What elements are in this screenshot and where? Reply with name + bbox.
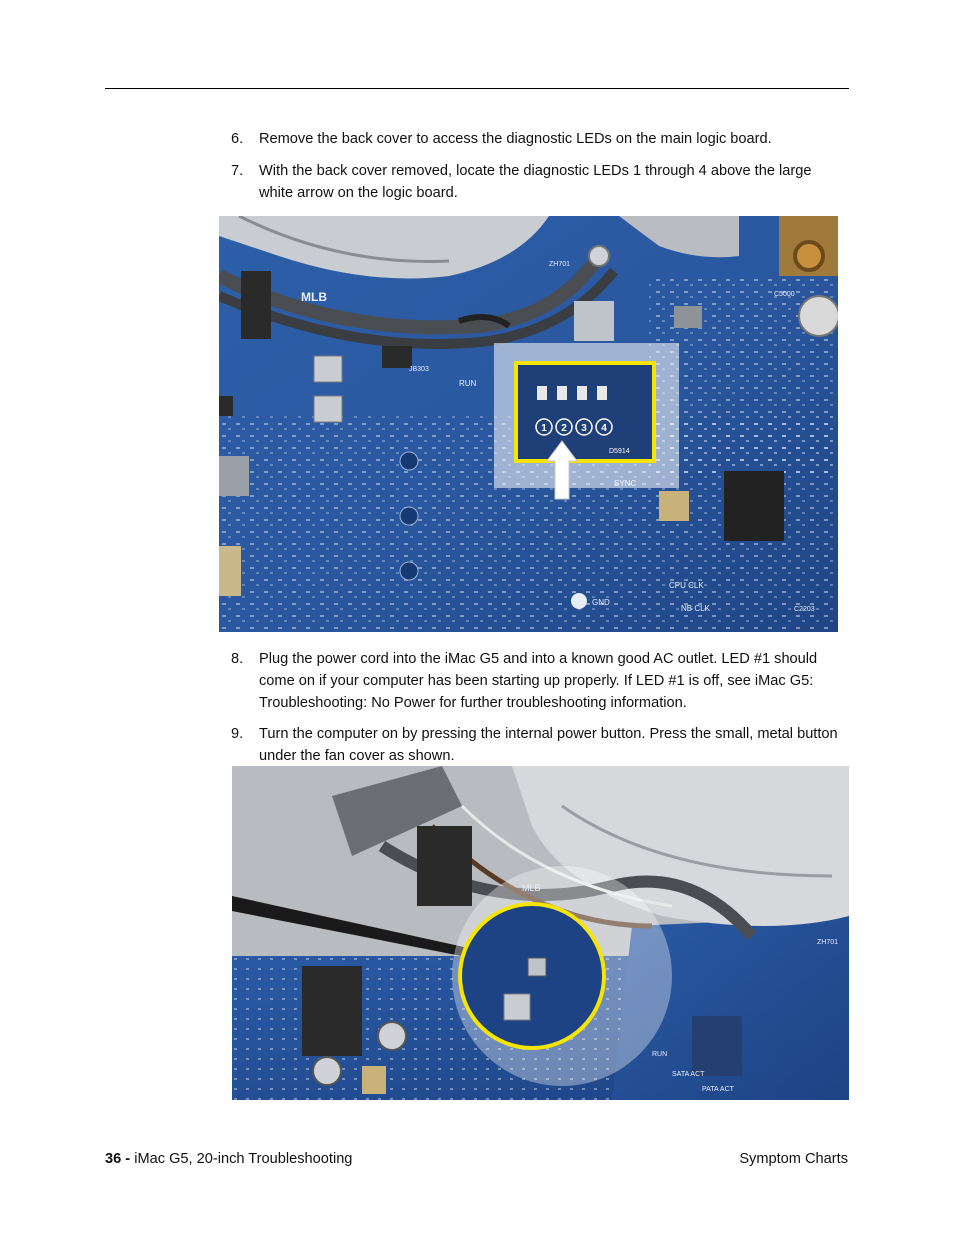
page-number: 36 - — [105, 1151, 131, 1167]
step-number: 6. — [231, 131, 244, 147]
label-jb303: JB303 — [409, 366, 429, 373]
step-text: Turn the computer on by pressing the internal power button. Press the small, metal button under the fan cover as shown. — [259, 726, 838, 764]
label-mlb: MLB — [301, 290, 327, 304]
label-nb-clk: NB CLK — [681, 604, 710, 613]
label-c5000: C5000 — [774, 291, 795, 298]
label-mlb: MLB — [522, 883, 541, 893]
step-number: 9. — [231, 726, 244, 742]
document-title: iMac G5, 20-inch Troubleshooting — [130, 1151, 353, 1167]
led-number-2: 2 — [561, 423, 567, 434]
label-cpu-clk: CPU CLK — [669, 581, 704, 590]
footer-section: Symptom Charts — [739, 1151, 848, 1167]
step-number: 7. — [231, 163, 244, 179]
label-zh701: ZH701 — [549, 261, 571, 268]
header-rule — [105, 88, 849, 89]
label-run: RUN — [652, 1051, 668, 1058]
step-text: With the back cover removed, locate the diagnostic LEDs 1 through 4 above the large white arrow on the logic board. — [259, 163, 812, 201]
led-number-3: 3 — [581, 423, 587, 434]
label-c2203: C2203 — [794, 606, 815, 613]
logic-board-leds-photo — [219, 216, 838, 632]
label-pata-act: PATA ACT — [702, 1086, 734, 1093]
power-button-photo — [232, 766, 849, 1100]
led-number-4: 4 — [601, 423, 607, 434]
label-sata-act: SATA ACT — [672, 1071, 705, 1078]
label-d5914: D5914 — [609, 448, 630, 455]
led-number-1: 1 — [541, 423, 547, 434]
step-number: 8. — [231, 651, 244, 667]
step-text: Remove the back cover to access the diagnostic LEDs on the main logic board. — [259, 131, 772, 147]
footer-left — [105, 1150, 352, 1168]
label-gnd: GND — [592, 598, 610, 607]
step-text: Plug the power cord into the iMac G5 and into a known good AC outlet. LED #1 should come on if your computer has been starting up properly. If LED #1 is off, see iMac G5: Troubleshooting: No Power for further troubleshooting information. — [259, 651, 818, 711]
label-run: RUN — [459, 379, 477, 388]
label-zh701: ZH701 — [817, 939, 839, 946]
